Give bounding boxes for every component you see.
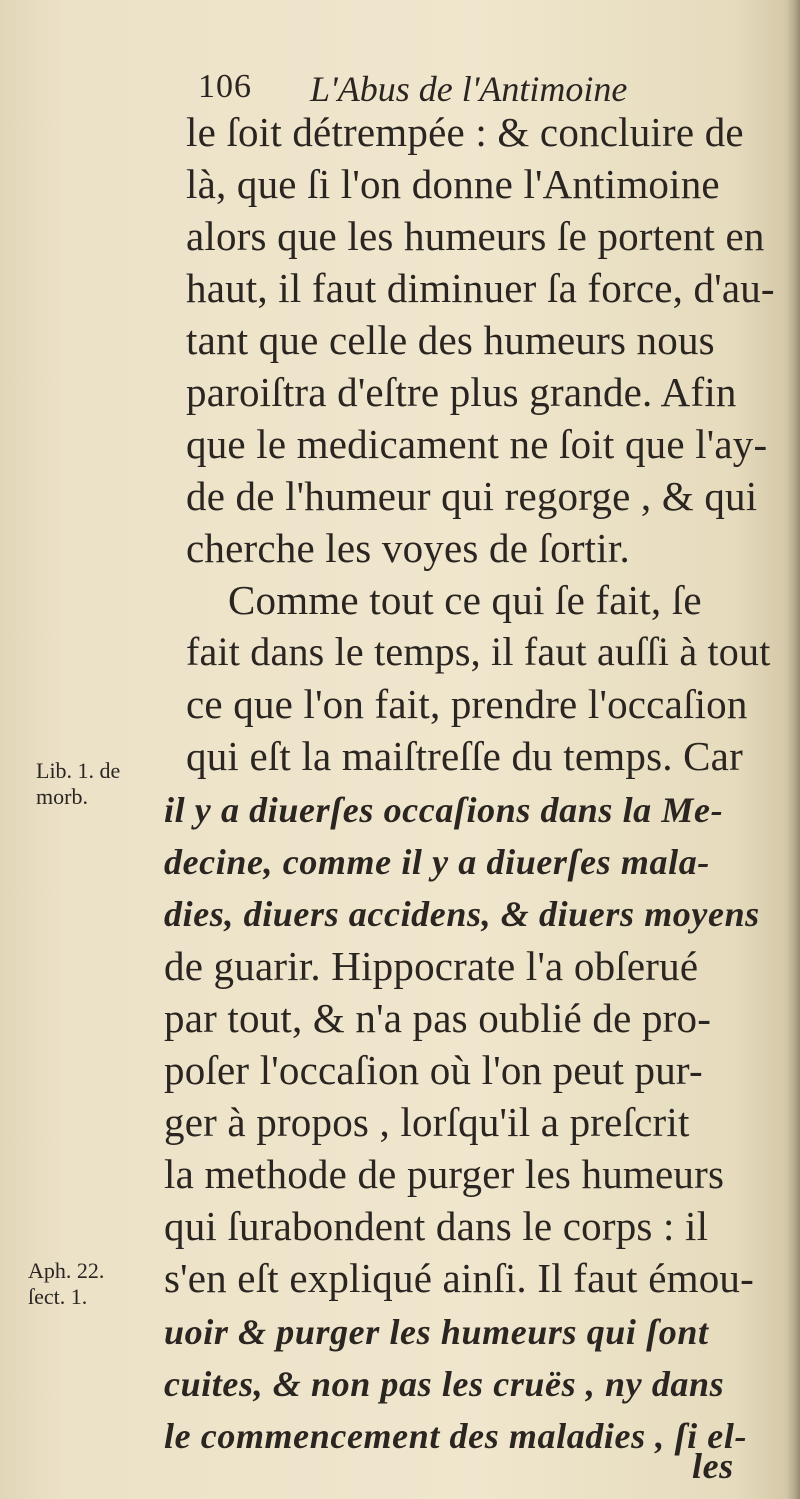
text-line: uoir & purger les humeurs qui ſont [164,1312,709,1352]
margin-note-line: Aph. 22. [28,1258,105,1283]
margin-note-reference [28,1258,104,1310]
text-line: decine, comme il y a diuerſes mala- [164,842,710,882]
margin-note-reference [36,758,120,810]
text-line: haut, il faut diminuer ſa force, d'au- [186,265,775,311]
running-title: L'Abus de l'Antimoine [310,69,628,109]
text-line: cherche les voyes de ſortir. [186,525,630,571]
text-line: dies, diuers accidens, & diuers moyens [164,894,760,934]
text-line: fait dans le temps, il faut auſſi à tout [186,629,771,674]
text-line: ger à propos , lorſqu'il a preſcrit [164,1099,690,1145]
page-number: 106 [198,68,252,105]
text-line: par tout, & n'a pas oublié de pro- [164,995,712,1041]
text-line: paroiſtra d'eſtre plus grande. Afin [186,369,737,415]
text-line: de guarir. Hippocrate l'a obſerué [164,943,699,989]
text-line: de de l'humeur qui regorge , & qui [186,473,758,519]
margin-note-line: morb. [36,784,88,809]
text-line: la methode de purger les humeurs [164,1151,725,1197]
margin-note-line: ſect. 1. [28,1284,88,1309]
text-line: les [692,1446,734,1486]
text-line: le commencement des maladies , ſi el- [164,1416,748,1456]
text-line: qui eſt la maiſtreſſe du temps. Car [186,733,743,779]
text-line: il y a diuerſes occaſions dans la Me- [164,790,724,830]
text-line: que le medicament ne ſoit que l'ay- [186,421,768,467]
text-line: ce que l'on fait, prendre l'occaſion [186,681,748,727]
text-line: Comme tout ce qui ſe fait, ſe [228,577,702,623]
text-line: cuites, & non pas les cruës , ny dans [164,1364,725,1404]
text-line: qui ſurabondent dans le corps : il [164,1203,709,1249]
text-line: alors que les humeurs ſe portent en [186,213,765,259]
text-line: poſer l'occaſion où l'on peut pur- [164,1047,703,1093]
text-line: s'en eſt expliqué ainſi. Il faut émou- [164,1255,754,1301]
text-line: le ſoit détrempée : & concluire de [186,109,744,155]
margin-note-line: Lib. 1. de [36,758,121,783]
text-line: tant que celle des humeurs nous [186,317,715,363]
text-line: là, que ſi l'on donne l'Antimoine [186,161,720,207]
